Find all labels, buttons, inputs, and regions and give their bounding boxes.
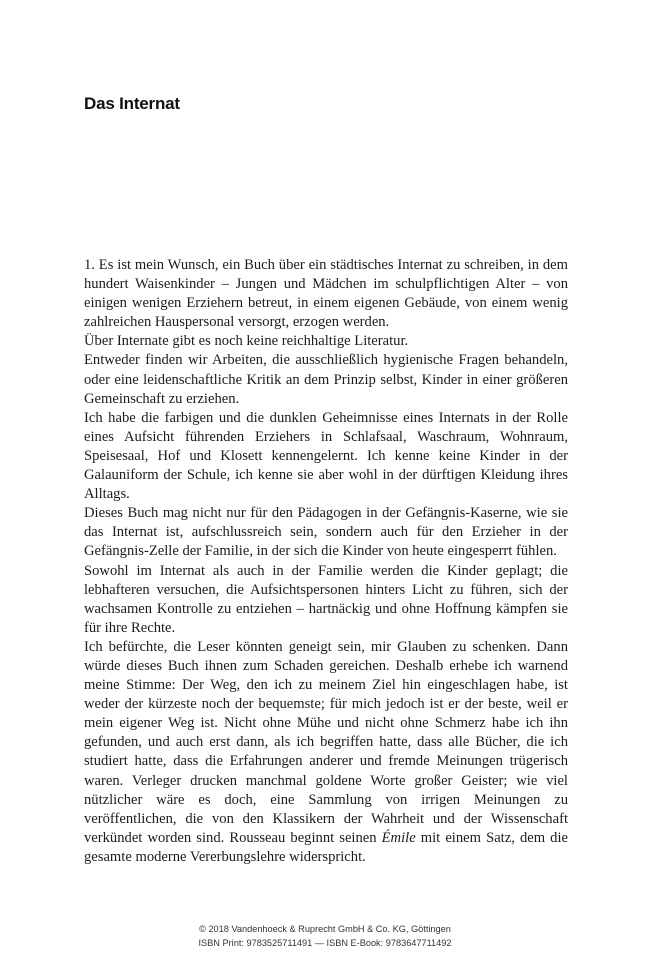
paragraph-7-tail: mit einem Satz, dem die gesamte moderne Vererbungslehre widerspricht. bbox=[84, 829, 568, 865]
copyright-line: © 2018 Vandenhoeck & Ruprecht GmbH & Co. KG, Göttingen bbox=[199, 924, 451, 934]
paragraph-5: Dieses Buch mag nicht nur für den Pädagogen in der Gefängnis-Kaserne, wie sie das Internat ist, aufschlussreich sein, sondern auch für den Erzieher in der Gefängnis-Zelle der Familie, in der sich die Kinder von heute eingesperrt fühlen. bbox=[84, 505, 568, 560]
page-footer bbox=[0, 922, 650, 950]
isbn-line: ISBN Print: 9783525711491 — ISBN E-Book: 9783647711492 bbox=[198, 938, 452, 948]
chapter-title: Das Internat bbox=[84, 94, 180, 113]
paragraph-7-text: Ich befürchte, die Leser könnten geneigt sein, mir Glauben zu schenken. Dann würde dieses Buch ihnen zum Schaden gereichen. Deshalb erhebe ich warnend meine Stimme: Der Weg, den ich zu meinem Ziel hin eingeschlagen habe, ist weder der kürzeste noch der bequemste; für mich jedoch ist er der beste, weil er mein eigener Weg ist. Nicht ohne Mühe und nicht ohne Schmerz habe ich ihn gefunden, und auch erst dann, als ich begriffen hatte, dass alle Bücher, die ich studiert hatte, dass die Erfahrungen anderer und fremde Meinungen trügerisch waren. Verleger drucken manchmal goldene Worte großer Geister; wie viel nützlicher wäre es doch, eine Sammlung von irrigen Meinungen zu veröffentlichen, die von den Klassikern der Wahrheit und der Wissenschaft verkündet worden sind. Rousseau beginnt seinen bbox=[84, 638, 568, 846]
paragraph-4: Ich habe die farbigen und die dunklen Geheimnisse eines Internats in der Rolle eines Aufsicht führenden Erziehers in Schlafsaal, Waschraum, Wohnraum, Speisesaal, Hof und Klosett kennengelernt. Ich kenne keine Kinder in der Galauniform der Schule, ich kenne sie aber wohl in der dürftigen Kleidung ihres Alltags. bbox=[84, 409, 568, 503]
paragraph-3: Entweder finden wir Arbeiten, die ausschließlich hygienische Fragen behandeln, oder eine leidenschaftliche Kritik an dem Prinzip selbst, Kinder in einer größeren Gemeinschaft zu erziehen. bbox=[84, 352, 568, 407]
paragraph-1: 1. Es ist mein Wunsch, ein Buch über ein städtisches Internat zu schreiben, in dem hundert Waisenkinder – Jungen und Mädchen im schulpflichtigen Alter – von einigen wenigen Erziehern betreut, in einem eigenen Gebäude, von einem wenig zahlreichen Hauspersonal versorgt, erzogen werden. bbox=[84, 257, 568, 331]
paragraph-7 bbox=[84, 638, 568, 867]
book-title-emile: Émile bbox=[381, 829, 416, 846]
paragraph-6: Sowohl im Internat als auch in der Familie werden die Kinder geplagt; die lebhafteren versuchen, die Aufsichtspersonen hinters Licht zu führen, sich der wachsamen Kontrolle zu entziehen – hartnäckig und ohne Hoffnung kämpfen sie für ihre Rechte. bbox=[84, 562, 568, 636]
body-text bbox=[84, 256, 568, 867]
paragraph-2: Über Internate gibt es noch keine reichhaltige Literatur. bbox=[84, 333, 409, 350]
